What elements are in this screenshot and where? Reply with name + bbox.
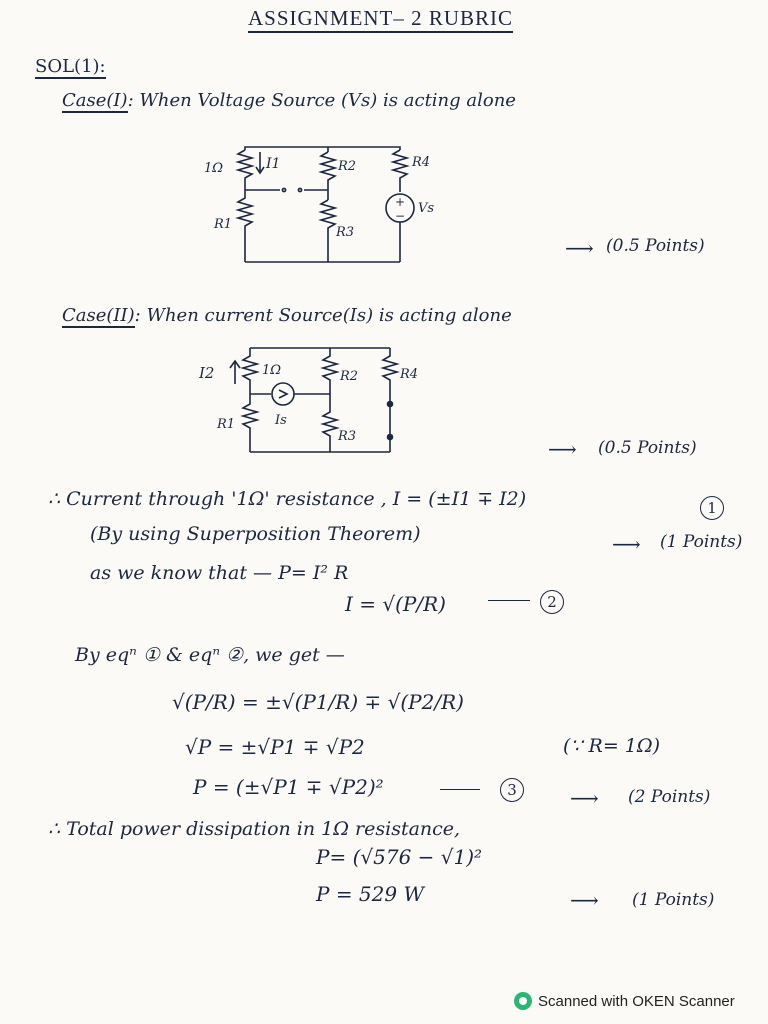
case1-label: Case(I): [62, 90, 128, 111]
case2-heading: [62, 305, 512, 326]
case1-text: : When Voltage Source (Vs) is acting alone: [127, 90, 516, 111]
c2-label-r4: R4: [400, 367, 419, 382]
circuit-diagram-2: [195, 342, 435, 462]
c1-label-plus: +: [395, 195, 406, 209]
case2-points: (0.5 Points): [598, 438, 697, 458]
line-total-power: ∴ Total power dissipation in 1Ω resistance,: [48, 818, 461, 840]
line-power-formula: as we know that — P= I² R: [90, 562, 349, 584]
line-sqrt-p: √P = ±√P1 ∓ √P2: [185, 735, 365, 759]
line1-points: (1 Points): [660, 532, 743, 552]
dash-line: [488, 600, 530, 601]
case2-label: Case(II): [62, 305, 135, 326]
arrow-icon: ⟶: [612, 532, 641, 556]
line11-points: (1 Points): [632, 890, 715, 910]
line-current-formula: I = √(P/R): [345, 592, 446, 616]
c1-label-1ohm: 1Ω: [204, 161, 224, 176]
scanner-footer-text: Scanned with OKEN Scanner: [538, 992, 735, 1010]
case1-heading: [62, 90, 516, 111]
arrow-icon: ⟶: [565, 236, 594, 260]
c1-label-r3: R3: [336, 225, 355, 240]
c1-label-r2: R2: [338, 159, 357, 174]
eq-marker-1: 1: [700, 496, 724, 520]
line8-points: (2 Points): [628, 787, 711, 807]
c2-label-is: Is: [275, 413, 287, 428]
page-title: ASSIGNMENT– 2 RUBRIC: [248, 6, 513, 33]
line-superposition-note: (By using Superposition Theorem): [90, 523, 421, 545]
scanner-logo-icon: [514, 992, 532, 1010]
case2-text: : When current Source(Is) is acting alone: [134, 305, 512, 326]
line-final-answer: P = 529 W: [316, 882, 425, 906]
c2-label-i2: I2: [199, 364, 215, 382]
c2-label-r3: R3: [338, 429, 357, 444]
c2-label-r2: R2: [340, 369, 359, 384]
line-current-through-resistance: ∴ Current through '1Ω' resistance , I = (±I1 ∓ I2): [48, 488, 527, 510]
c1-label-vs: Vs: [418, 201, 435, 216]
line-combining-equations: By eqⁿ ① & eqⁿ ②, we get —: [75, 644, 345, 666]
dash-line: [440, 789, 480, 790]
line-sqrt-pr: √(P/R) = ±√(P1/R) ∓ √(P2/R): [172, 690, 464, 714]
c2-label-r1: R1: [217, 417, 236, 432]
c1-label-i1: I1: [266, 156, 281, 172]
arrow-icon: ⟶: [570, 888, 599, 912]
solution-label: SOL(1):: [35, 56, 106, 77]
line-power-substitution: P= (√576 − √1)²: [316, 845, 483, 869]
arrow-icon: ⟶: [548, 437, 577, 461]
c1-label-r4: R4: [412, 155, 431, 170]
case1-points: (0.5 Points): [606, 236, 705, 256]
c2-label-1ohm: 1Ω: [262, 363, 282, 378]
c1-label-r1: R1: [214, 217, 233, 232]
line-r-note: (∵ R= 1Ω): [563, 735, 661, 757]
circuit-diagram-1: [200, 142, 435, 272]
eq-marker-3: 3: [500, 778, 524, 802]
line-power-result: P = (±√P1 ∓ √P2)²: [193, 775, 384, 799]
scanner-footer: [514, 990, 735, 1012]
arrow-icon: ⟶: [570, 786, 599, 810]
c1-label-minus: −: [395, 209, 406, 223]
eq-marker-2: 2: [540, 590, 564, 614]
